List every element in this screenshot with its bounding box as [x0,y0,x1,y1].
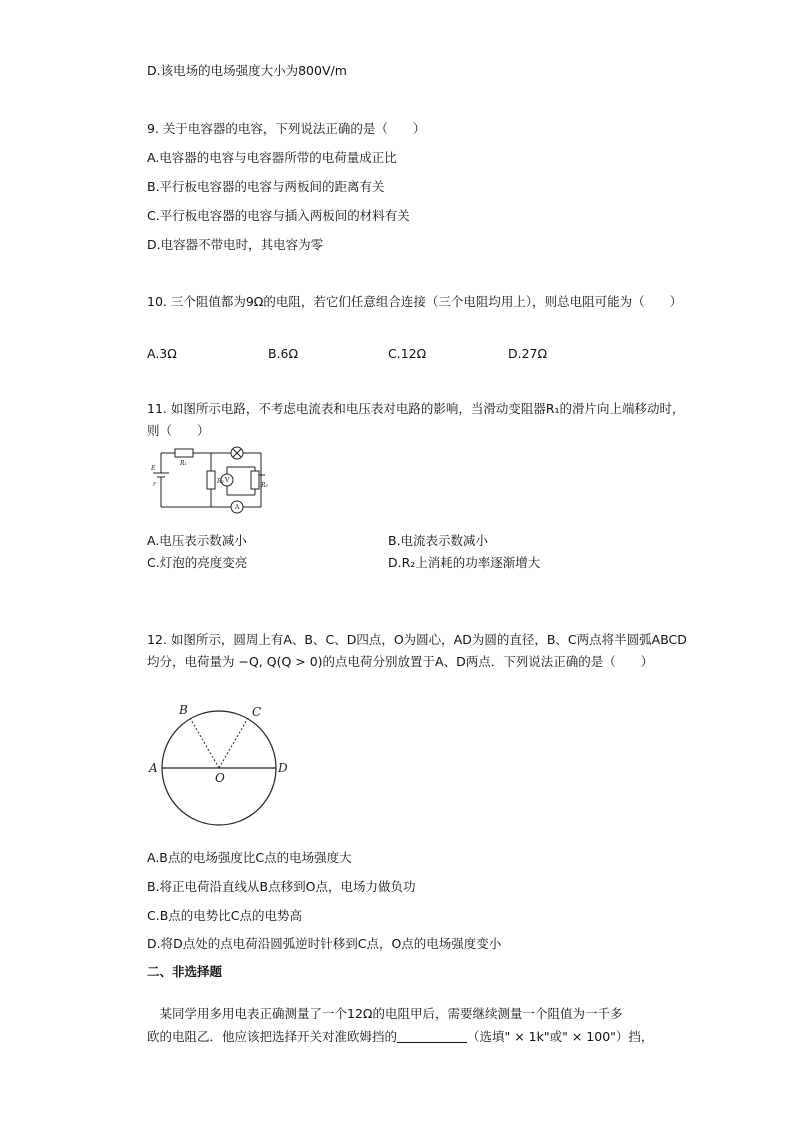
q12-option-a: A.B点的电场强度比C点的电场强度大 [147,850,352,865]
q11-option-c: C.灯泡的亮度变亮 [147,555,248,570]
section-heading: 二、非选择题 [147,964,223,979]
q11-label-r1: R₁ [180,460,187,467]
q13-line2-before: 欧的电阻乙．他应该把选择开关对准欧姆挡的 [147,1029,398,1044]
q11-label-r: r [153,481,156,488]
q11-label-r3: R₃ [261,482,268,489]
q10-option-a: A.3Ω [147,346,177,361]
q11-circuit-figure [143,443,283,525]
q12-option-d: D.将D点处的点电荷沿圆弧逆时针移到C点，O点的电场强度变小 [147,936,502,951]
q12-label-a: A [149,761,158,775]
q11-option-b: B.电流表示数减小 [388,533,489,548]
q11-label-r2: R₂ [217,478,224,485]
q10-option-d: D.27Ω [508,346,548,361]
q13-line1: 某同学用多用电表正确测量了一个12Ω的电阻甲后，需要继续测量一个阻值为一千多 [147,1006,623,1021]
q13-answer-blank[interactable] [397,1028,467,1043]
q9-option-a: A.电容器的电容与电容器所带的电荷量成正比 [147,150,397,165]
q8-option-d: D.该电场的电场强度大小为800V/m [147,63,347,78]
q12-label-c: C [252,705,262,719]
q9-stem: 9. 关于电容器的电容，下列说法正确的是（ ） [147,121,426,136]
q11-label-v: V [225,477,230,484]
q10-option-c: C.12Ω [388,346,427,361]
q13-line2 [147,1028,653,1045]
q11-label-e: E [151,465,156,472]
q9-option-c: C.平行板电容器的电容与插入两板间的材料有关 [147,208,410,223]
q12-label-o: O [215,771,225,785]
q11-label-a: A [235,504,240,511]
q10-option-b: B.6Ω [268,346,299,361]
q12-circle-figure [146,700,294,832]
q12-stem: 12. 如图所示，圆周上有A、B、C、D四点，O为圆心，AD为圆的直径，B、C两点将半圆弧ABCD均分，电荷量为 −Q, Q(Q > 0)的点电荷分别放置于A、D两点．下列说法正确的是（ ） [147,632,687,669]
q11-option-d: D.R₂上消耗的功率逐渐增大 [388,555,541,570]
q11-option-a: A.电压表示数减小 [147,533,247,548]
q9-option-d: D.电容器不带电时，其电容为零 [147,237,324,252]
q12-option-c: C.B点的电势比C点的电势高 [147,908,303,923]
q12-option-b: B.将正电荷沿直线从B点移到O点，电场力做负功 [147,879,416,894]
q10-stem: 10. 三个阻值都为9Ω的电阻，若它们任意组合连接（三个电阻均用上），则总电阻可能为（ ） [147,294,683,309]
q13-line2-after: （选填" × 1k"或" × 100"）挡， [467,1029,654,1044]
q11-stem: 11. 如图所示电路，不考虑电流表和电压表对电路的影响，当滑动变阻器R₁的滑片向上端移动时，则（ ） [147,401,685,438]
q12-label-d: D [278,761,288,775]
q9-option-b: B.平行板电容器的电容与两板间的距离有关 [147,179,385,194]
q12-label-b: B [179,703,188,717]
